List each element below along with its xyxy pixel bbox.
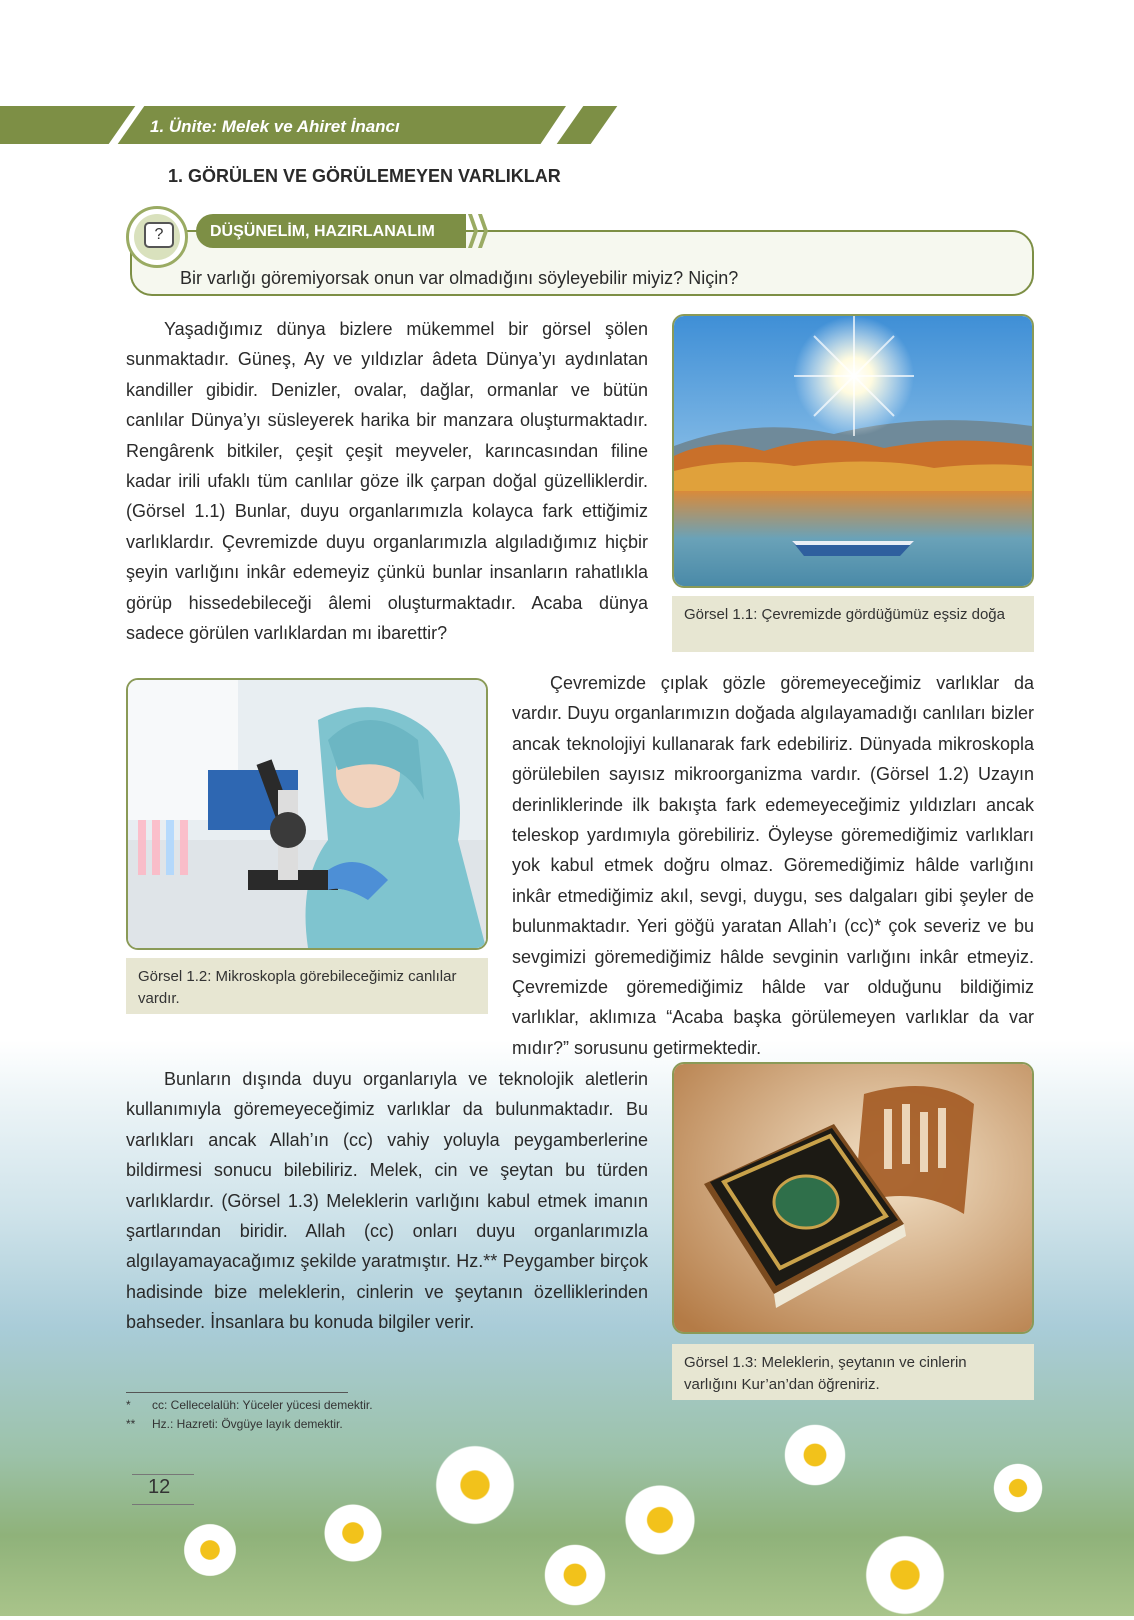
paragraph-3 [126,1064,648,1338]
paragraph-2 [512,668,1034,1063]
paragraph-3-text: Bunların dışında duyu organlarıyla ve teknolojik aletlerin kullanımıyla göremeyeceğimiz varlıklar da bulunmaktadır. Bu varlıkları ancak Allah’ın (cc) vahiy yoluyla peygamberlerine bildirmesi sonucu bilebiliriz. Melek, cin ve şeytan bu türden varlıklardır. (Görsel 1.3) Meleklerin varlığını kabul etmek imanın şartlarından biridir. Allah (cc) onları duyu organlarımızla algılayamayacağımız şekilde yaratmıştır. Hz.** Peygamber birçok hadisinde bize meleklerin, cinlerin ve şeytanın özelliklerinden bahseder. İnsanlara bu konuda bilgiler verir. [126,1069,648,1333]
footnotes [126,1396,373,1434]
page-number-ornament-bottom [132,1504,194,1513]
page-number: 12 [148,1476,171,1498]
figure-2-image [126,678,488,950]
figure-3-caption: Görsel 1.3: Meleklerin, şeytanın ve cinlerin varlığını Kur’an’dan öğreniriz. [672,1344,1034,1400]
unit-header-accent [557,106,618,144]
footnote-2-text: Hz.: Hazreti: Övgüye layık demektir. [152,1417,343,1431]
think-label: DÜŞÜNELİM, HAZIRLANALIM [210,223,435,240]
figure-1-caption: Görsel 1.1: Çevremizde gördüğümüz eşsiz doğa [672,596,1034,652]
footnote-1-text: cc: Cellecelalüh: Yüceler yücesi demektir. [152,1398,373,1412]
unit-title: 1. Ünite: Melek ve Ahiret İnancı [150,117,400,136]
footnote-2-mark: ** [126,1417,136,1431]
paragraph-2-text: Çevremizde çıplak gözle göremeyeceğimiz varlıklar da vardır. Duyu organlarımızın doğada algılayamadığı canlıları bizler ancak teknolojiyi kullanarak fark edebiliriz. Dünyada mikroskopla görülebilen sayısız mikroorganizma vardır. (Görsel 1.2) Uzayın derinliklerinde ilk bakışta fark edemeyeceğimiz yıldızları ancak teleskop yardımıyla görebiliriz. Öyleyse göremediğimiz varlıkları yok kabul etmek doğru olmaz. Göremediğimiz hâlde varlığını inkâr etmediğimiz akıl, sevgi, duygu, ses dalgaları gibi şeyler de bulunmaktadır. Yeri göğü yaratan Allah’ı (cc)* çok severiz ve bu sevgimizi göremediğimiz hâlde sevginin varlığını inkâr etmeyiz. Çevremizde göremediğimiz hâlde var olduğunu bildiğimiz varlıklar, aklımıza “Acaba başka görülemeyen varlıklar da var mıdır?” sorusunu getirmektedir. [512,673,1034,1058]
paragraph-1-text: Yaşadığımız dünya bizlere mükemmel bir görsel şölen sunmaktadır. Güneş, Ay ve yıldızlar âdeta Dünya’yı aydınlatan kandiller gibidir. Denizler, ovalar, dağlar, ormanlar ve bütün canlılar Dünya’yı süsleyerek harika bir manzara oluşturmaktadır. Rengârenk bitkiler, çeşit çeşit meyveler, karıncasından filine kadar irili ufaklı tüm canlılar göze ilk çarpan doğal güzelliklerdir. (Görsel 1.1) Bunlar, duyu organlarımızla kolayca fark ettiğimiz varlıklardır. Çevremizde duyu organlarımızla algıladığımız hiçbir şeyin varlığını inkâr edemeyiz çünkü bunlar insanların rahatlıkla görüp hissedebileceği âlemi oluşturmaktadır. Acaba dünya sadece görülen varlıklardan mı ibarettir? [126,319,648,644]
footnote-1 [126,1396,373,1415]
figure-1-image [672,314,1034,588]
footnote-divider [126,1392,348,1393]
footnote-2 [126,1415,373,1434]
think-question: Bir varlığı göremiyorsak onun var olmadığını söyleyebilir miyiz? Niçin? [180,268,739,288]
question-bubble-icon: ? [144,222,174,248]
figure-3-image [672,1062,1034,1334]
footnote-1-mark: * [126,1398,131,1412]
figure-2-caption: Görsel 1.2: Mikroskopla görebileceğimiz canlılar vardır. [126,958,488,1014]
section-title: 1. GÖRÜLEN VE GÖRÜLEMEYEN VARLIKLAR [168,166,561,186]
paragraph-1 [126,314,648,648]
